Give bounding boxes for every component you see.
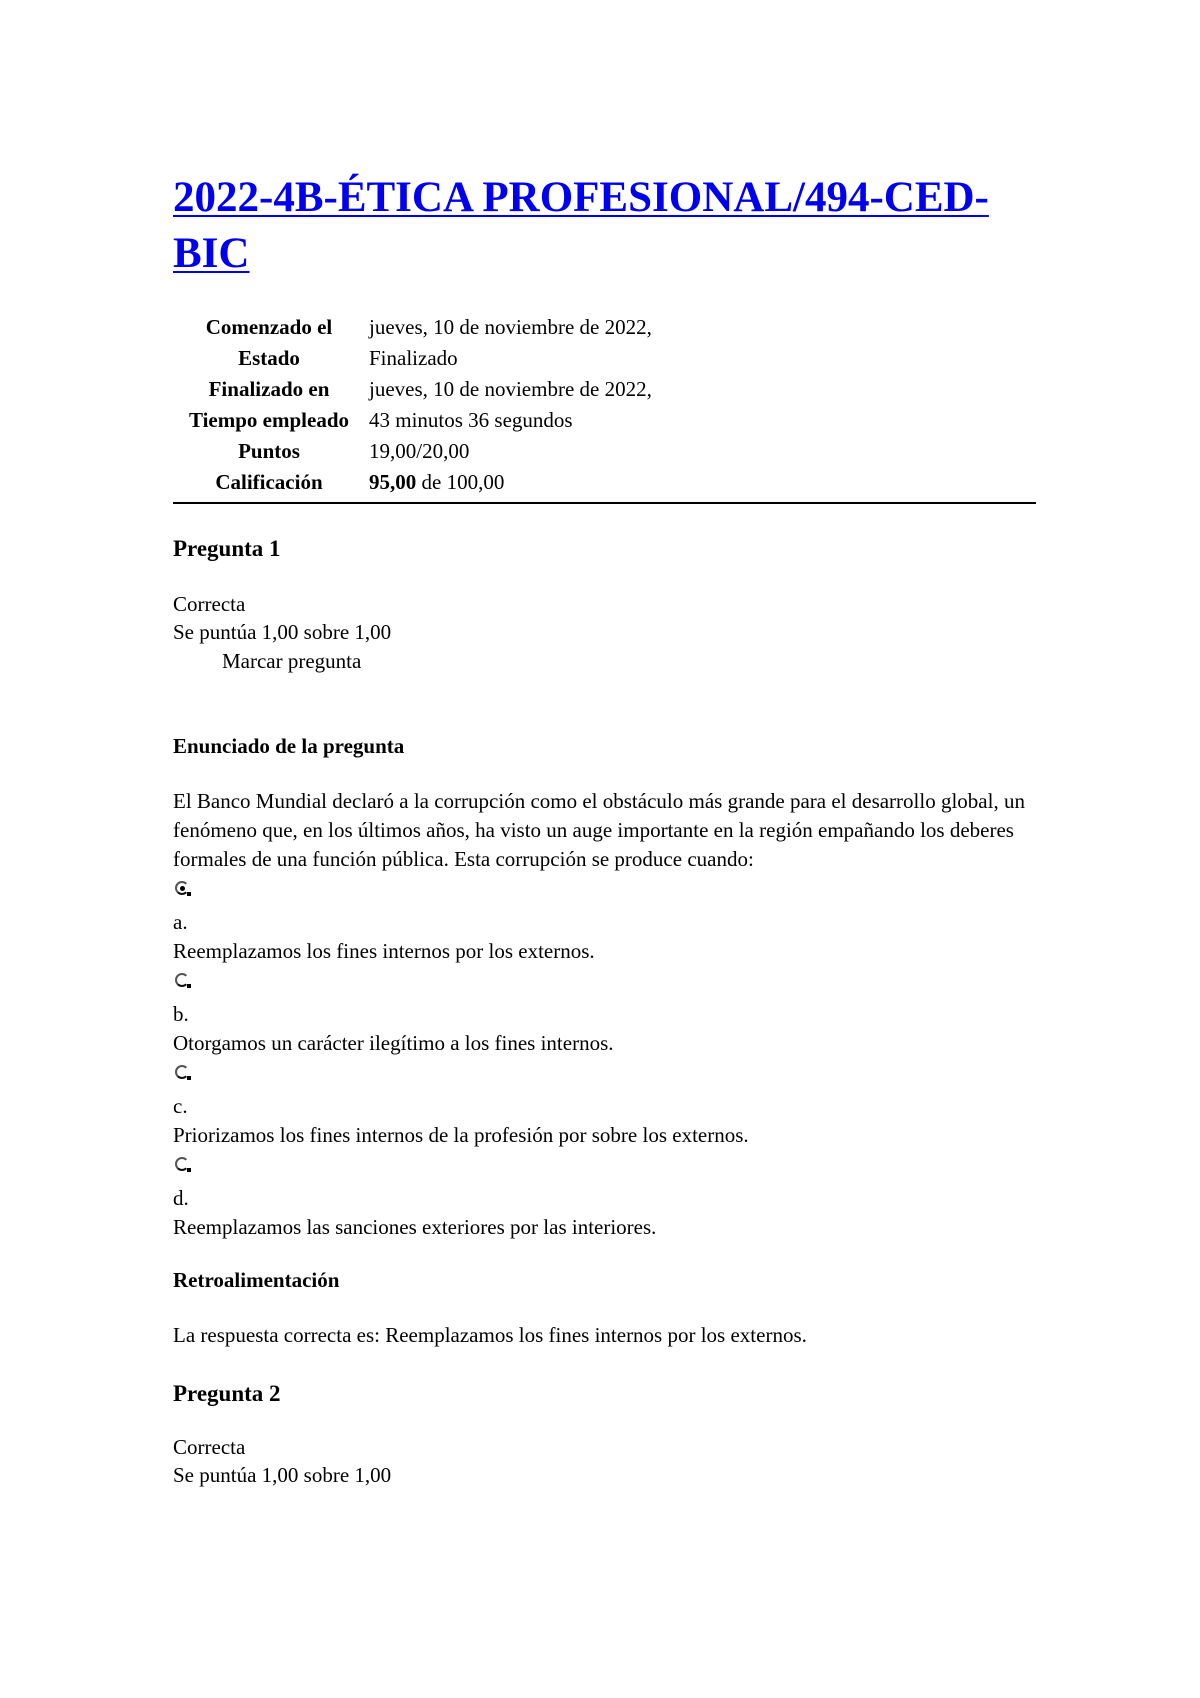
radio-row <box>173 874 1036 908</box>
question-1 <box>173 534 1036 1349</box>
answer-option-a[interactable] <box>173 874 1036 966</box>
grade-max: de 100,00 <box>416 470 505 494</box>
summary-value: jueves, 10 de noviembre de 2022, <box>369 377 652 401</box>
question-score: Se puntúa 1,00 sobre 1,00 <box>173 1463 392 1487</box>
summary-value: jueves, 10 de noviembre de 2022, <box>369 315 652 339</box>
summary-value: 19,00/20,00 <box>369 439 470 463</box>
question-heading: Pregunta 1 <box>173 536 281 561</box>
radio-row <box>173 966 1036 1000</box>
radio-unselected-icon[interactable] <box>175 973 189 987</box>
summary-label: Finalizado en <box>208 377 330 401</box>
summary-label: Comenzado el <box>205 315 333 339</box>
radio-tick <box>187 1076 191 1080</box>
statement-heading: Enunciado de la pregunta <box>173 734 405 758</box>
answer-option-c[interactable] <box>173 1058 1036 1150</box>
radio-tick <box>187 1168 191 1172</box>
summary-label: Puntos <box>238 439 300 463</box>
radio-unselected-icon[interactable] <box>175 1157 189 1171</box>
feedback-heading: Retroalimentación <box>173 1268 340 1292</box>
summary-label: Calificación <box>215 470 323 494</box>
summary-row-grade <box>173 467 1036 498</box>
summary-row-time-taken <box>173 405 1036 436</box>
radio-dot <box>180 886 185 891</box>
option-text: Priorizamos los fines internos de la profesión por sobre los externos. <box>173 1123 749 1147</box>
answer-option-b[interactable] <box>173 966 1036 1058</box>
option-letter: a. <box>173 910 188 934</box>
course-title-link[interactable]: 2022-4B-ÉTICA PROFESIONAL/494-CED-BIC <box>173 174 989 277</box>
flag-question-link[interactable]: Marcar pregunta <box>222 649 362 673</box>
summary-label: Estado <box>238 346 300 370</box>
summary-row-state <box>173 343 1036 374</box>
option-letter: c. <box>173 1094 188 1118</box>
attempt-summary-table <box>173 312 1036 498</box>
quiz-review-document <box>173 170 1036 1490</box>
feedback-text: La respuesta correcta es: Reemplazamos los fines internos por los externos. <box>173 1323 807 1347</box>
option-letter: b. <box>173 1002 189 1026</box>
option-text: Reemplazamos los fines internos por los externos. <box>173 939 595 963</box>
summary-value: Finalizado <box>369 346 458 370</box>
summary-row-points <box>173 436 1036 467</box>
answer-option-d[interactable] <box>173 1150 1036 1242</box>
summary-divider <box>173 502 1036 504</box>
radio-row <box>173 1058 1036 1092</box>
radio-tick <box>187 892 191 896</box>
radio-unselected-icon[interactable] <box>175 1065 189 1079</box>
radio-row <box>173 1150 1036 1184</box>
question-2 <box>173 1379 1036 1490</box>
option-letter: d. <box>173 1186 189 1210</box>
question-heading: Pregunta 2 <box>173 1381 281 1406</box>
option-text: Reemplazamos las sanciones exteriores por las interiores. <box>173 1215 657 1239</box>
summary-value: 43 minutos 36 segundos <box>369 408 573 432</box>
question-status: Correcta <box>173 1435 246 1459</box>
question-status: Correcta <box>173 592 246 616</box>
option-text: Otorgamos un carácter ilegítimo a los fines internos. <box>173 1031 614 1055</box>
radio-selected-icon[interactable] <box>175 881 189 895</box>
summary-value <box>365 467 1036 498</box>
question-score: Se puntúa 1,00 sobre 1,00 <box>173 620 392 644</box>
summary-label: Tiempo empleado <box>188 408 350 432</box>
summary-row-finished <box>173 374 1036 405</box>
grade-value: 95,00 <box>369 470 417 494</box>
radio-tick <box>187 984 191 988</box>
summary-row-started <box>173 312 1036 343</box>
question-statement: El Banco Mundial declaró a la corrupción como el obstáculo más grande para el desarrollo global, un fenómeno que, en los últimos años, ha visto un auge importante en la región empañando los deberes formales de una función pública. Esta corrupción se produce cuando: <box>173 789 1025 871</box>
